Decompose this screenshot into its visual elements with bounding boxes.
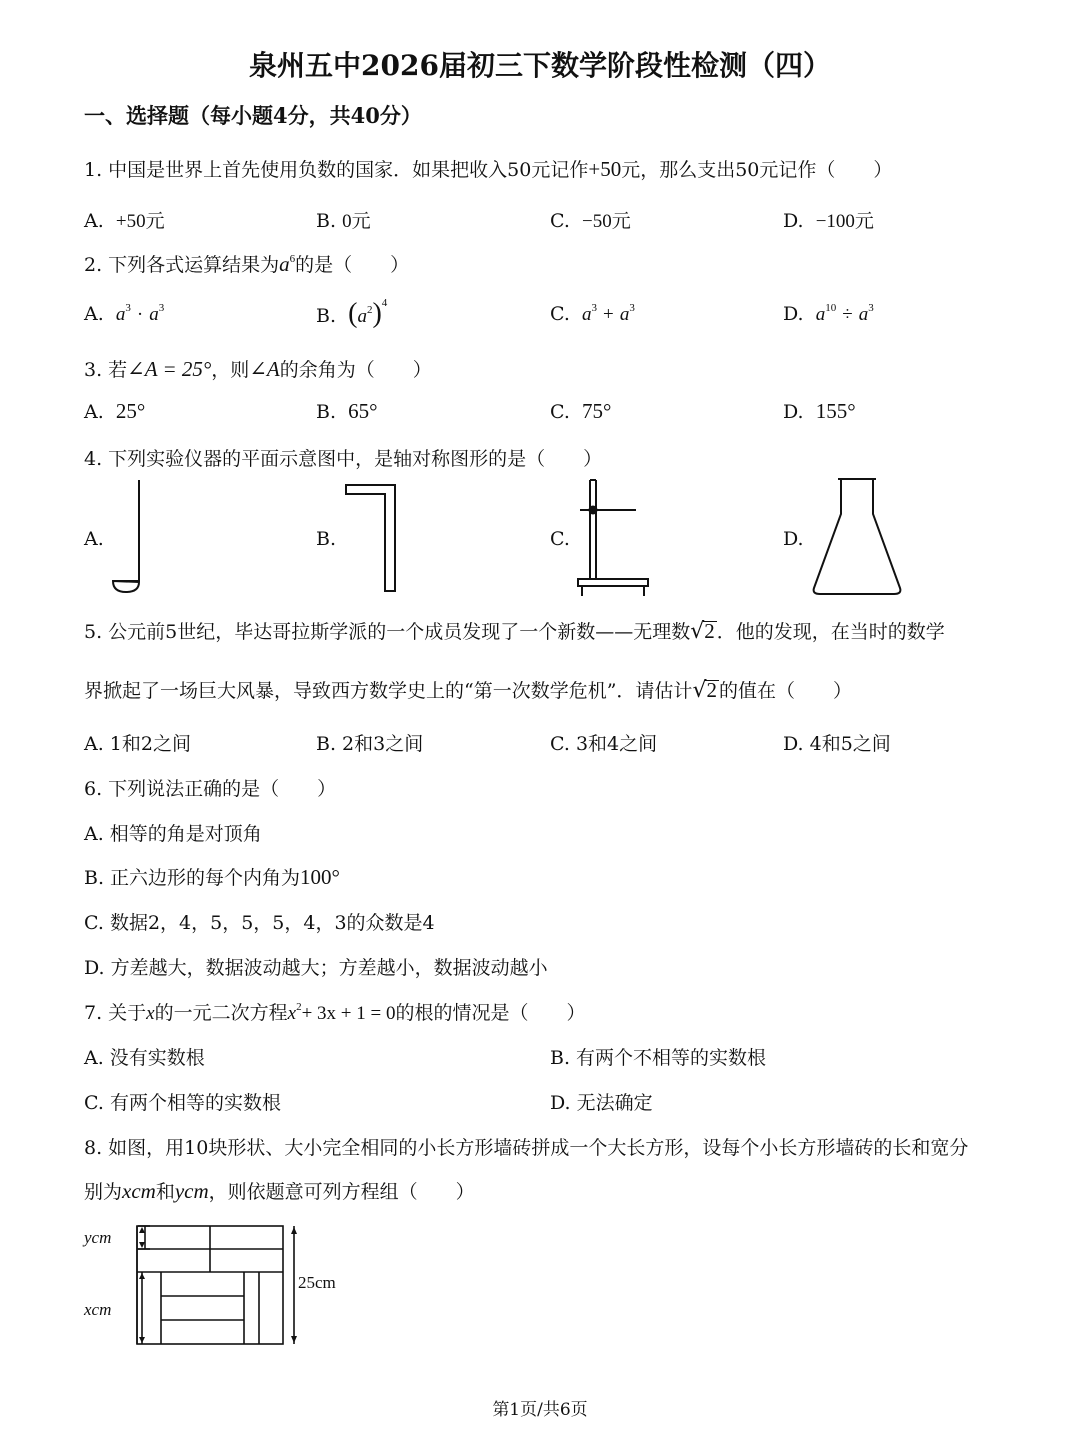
q3-math-angle: ∠A <box>249 357 280 381</box>
question-7 <box>84 998 585 1025</box>
option-math: 100° <box>300 865 340 889</box>
option-text: B. 正六边形的每个内角为 <box>84 867 301 889</box>
option-text: −50元 <box>582 211 631 232</box>
q5-text: 界掀起了一场巨大风暴，导致西方数学史上的“第一次数学危机”．请估计 <box>84 680 693 702</box>
question-8-line-1: 8. 如图，用10块形状、大小完全相同的小长方形墙砖拼成一个大长方形，设每个小长方形墙砖的长和宽分 <box>84 1137 969 1159</box>
q3-text-mid: ，则 <box>211 359 250 381</box>
math-base: a <box>582 304 592 325</box>
question-5-line-1 <box>84 617 945 644</box>
math-exp: 3 <box>591 302 597 314</box>
q5-text: 的值在（ ） <box>718 680 852 702</box>
math-base: a <box>815 304 826 325</box>
ladle-icon[interactable] <box>108 478 148 598</box>
option-label: C. <box>550 401 570 423</box>
math-base: a <box>149 304 159 325</box>
q2-option-d[interactable] <box>783 303 874 326</box>
q8-text: ，则依题意可列方程组（ ） <box>208 1181 475 1203</box>
q5-option-b[interactable]: B. 2和3之间 <box>316 733 424 755</box>
option-label: C. <box>550 303 570 325</box>
q8-text: 和 <box>155 1181 175 1203</box>
q7-text: 的一元二次方程 <box>154 1002 288 1024</box>
q1-option-d[interactable] <box>783 206 874 233</box>
q1-option-a[interactable] <box>84 206 165 233</box>
sqrt-icon: √ <box>690 619 705 644</box>
iron-stand-icon[interactable] <box>572 478 652 598</box>
q3-option-c[interactable] <box>550 399 611 424</box>
math-base: a <box>357 306 367 327</box>
question-3 <box>84 355 432 382</box>
q1-math: +50 <box>588 157 622 181</box>
question-6: 6. 下列说法正确的是（ ） <box>84 778 337 800</box>
math-base: a <box>115 304 126 325</box>
section-header: 一、选择题（每小题4分，共40分） <box>84 103 422 128</box>
q3-option-b[interactable] <box>316 399 378 424</box>
math-exp: 4 <box>381 297 388 309</box>
math-op: · <box>136 304 144 325</box>
q4-option-a-label[interactable]: A. <box>84 528 104 550</box>
q1-option-c[interactable] <box>550 206 631 233</box>
math-op: ÷ <box>842 304 853 325</box>
q3-math-angle-eq: ∠A = 25° <box>127 357 212 381</box>
q6-option-c[interactable]: C. 数据2，4，5，5，5，4，3的众数是4 <box>84 912 435 934</box>
q2-option-c[interactable] <box>550 303 635 326</box>
figure-label-total: 25cm <box>298 1273 336 1292</box>
page-footer: 第1页/共6页 <box>492 1400 588 1420</box>
option-label: D. <box>783 303 804 325</box>
q7-text: 的根的情况是（ ） <box>395 1002 586 1024</box>
q7-text: 7. 关于 <box>84 1002 147 1024</box>
q5-radicand: 2 <box>706 678 717 702</box>
q1-text-after: 元，那么支出50元记作（ ） <box>621 159 893 181</box>
option-label: B. <box>316 210 337 232</box>
q7-eq-exp: 2 <box>296 1001 302 1013</box>
q3-option-d[interactable] <box>783 399 856 424</box>
math-base: a <box>619 304 630 325</box>
q4-option-b-label[interactable]: B. <box>316 528 337 550</box>
q1-text-before: 1. 中国是世界上首先使用负数的国家．如果把收入50元记作 <box>84 159 589 181</box>
math-exp: 3 <box>125 302 131 314</box>
q5-text: ．他的发现，在当时的数学 <box>716 621 945 643</box>
q7-option-d[interactable]: D. 无法确定 <box>550 1092 653 1114</box>
question-1 <box>84 155 892 182</box>
q3-text-before: 3. 若 <box>84 359 128 381</box>
q2-option-a[interactable] <box>84 303 164 326</box>
math-exp: 3 <box>629 302 635 314</box>
q2-text-before: 2. 下列各式运算结果为 <box>84 254 280 276</box>
q6-option-b[interactable] <box>84 863 340 890</box>
q5-option-d[interactable]: D. 4和5之间 <box>783 733 891 755</box>
math-exp: 3 <box>158 302 165 314</box>
question-2 <box>84 250 409 277</box>
q7-var: x <box>146 1003 155 1024</box>
q7-eq-base: x <box>287 1003 297 1024</box>
q4-option-c-label[interactable]: C. <box>550 528 570 550</box>
q1-option-b[interactable] <box>316 206 371 233</box>
q4-option-d-label[interactable]: D. <box>783 528 804 550</box>
q5-option-c[interactable]: C. 3和4之间 <box>550 733 658 755</box>
option-text: 0元 <box>342 211 371 232</box>
sqrt-icon: √ <box>692 678 707 703</box>
math-exp: 3 <box>868 302 874 314</box>
figure-label-x: xcm <box>84 1300 112 1319</box>
option-label: B. <box>316 305 337 327</box>
math-exp: 2 <box>366 304 373 316</box>
option-label: A. <box>84 303 104 325</box>
option-text: 65° <box>348 399 378 423</box>
option-label: D. <box>783 401 804 423</box>
q2-math-exp: 6 <box>289 253 296 265</box>
q8-x-math: xcm <box>122 1179 156 1203</box>
q3-option-a[interactable] <box>84 399 145 424</box>
q5-radicand: 2 <box>704 619 715 643</box>
q2-option-b[interactable] <box>316 298 387 330</box>
q5-option-a[interactable]: A. 1和2之间 <box>84 733 191 755</box>
math-paren: ( <box>348 298 358 329</box>
q7-eq-rest: + 3x + 1 = 0 <box>301 1003 396 1024</box>
option-text: −100元 <box>815 211 874 232</box>
q7-option-a[interactable]: A. 没有实数根 <box>84 1047 205 1069</box>
math-exp: 10 <box>825 302 837 314</box>
option-text: 25° <box>115 399 146 423</box>
figure-label-y: ycm <box>84 1228 112 1247</box>
option-label: D. <box>783 210 804 232</box>
option-label: B. <box>316 401 337 423</box>
q2-math-base: a <box>279 252 290 276</box>
page-title: 泉州五中2026届初三下数学阶段性检测（四） <box>249 49 831 82</box>
math-base: a <box>858 304 869 325</box>
q5-text: 5. 公元前5世纪，毕达哥拉斯学派的一个成员发现了一个新数——无理数 <box>84 621 691 643</box>
q2-text-after: 的是（ ） <box>295 254 410 276</box>
conical-flask-icon[interactable] <box>808 476 908 600</box>
option-text: 75° <box>582 399 612 423</box>
question-5-line-2 <box>84 676 852 703</box>
q7-option-b[interactable]: B. 有两个不相等的实数根 <box>550 1047 767 1069</box>
q6-option-a[interactable]: A. 相等的角是对顶角 <box>84 823 262 845</box>
option-label: C. <box>550 210 570 232</box>
option-text: +50元 <box>115 211 165 232</box>
question-4: 4. 下列实验仪器的平面示意图中，是轴对称图形的是（ ） <box>84 448 603 470</box>
q8-text: 别为 <box>84 1181 123 1203</box>
q3-text-after: 的余角为（ ） <box>279 359 432 381</box>
q7-option-c[interactable]: C. 有两个相等的实数根 <box>84 1092 281 1114</box>
math-op: + <box>603 304 614 325</box>
option-label: A. <box>84 210 104 232</box>
question-8-line-2 <box>84 1177 475 1204</box>
q8-y-math: ycm <box>174 1179 209 1203</box>
bent-tube-icon[interactable] <box>340 483 400 595</box>
q6-option-d[interactable]: D. 方差越大，数据波动越大；方差越小，数据波动越小 <box>84 957 548 979</box>
option-text: 155° <box>815 399 856 423</box>
option-label: A. <box>84 401 104 423</box>
math-paren: ) <box>372 298 382 329</box>
